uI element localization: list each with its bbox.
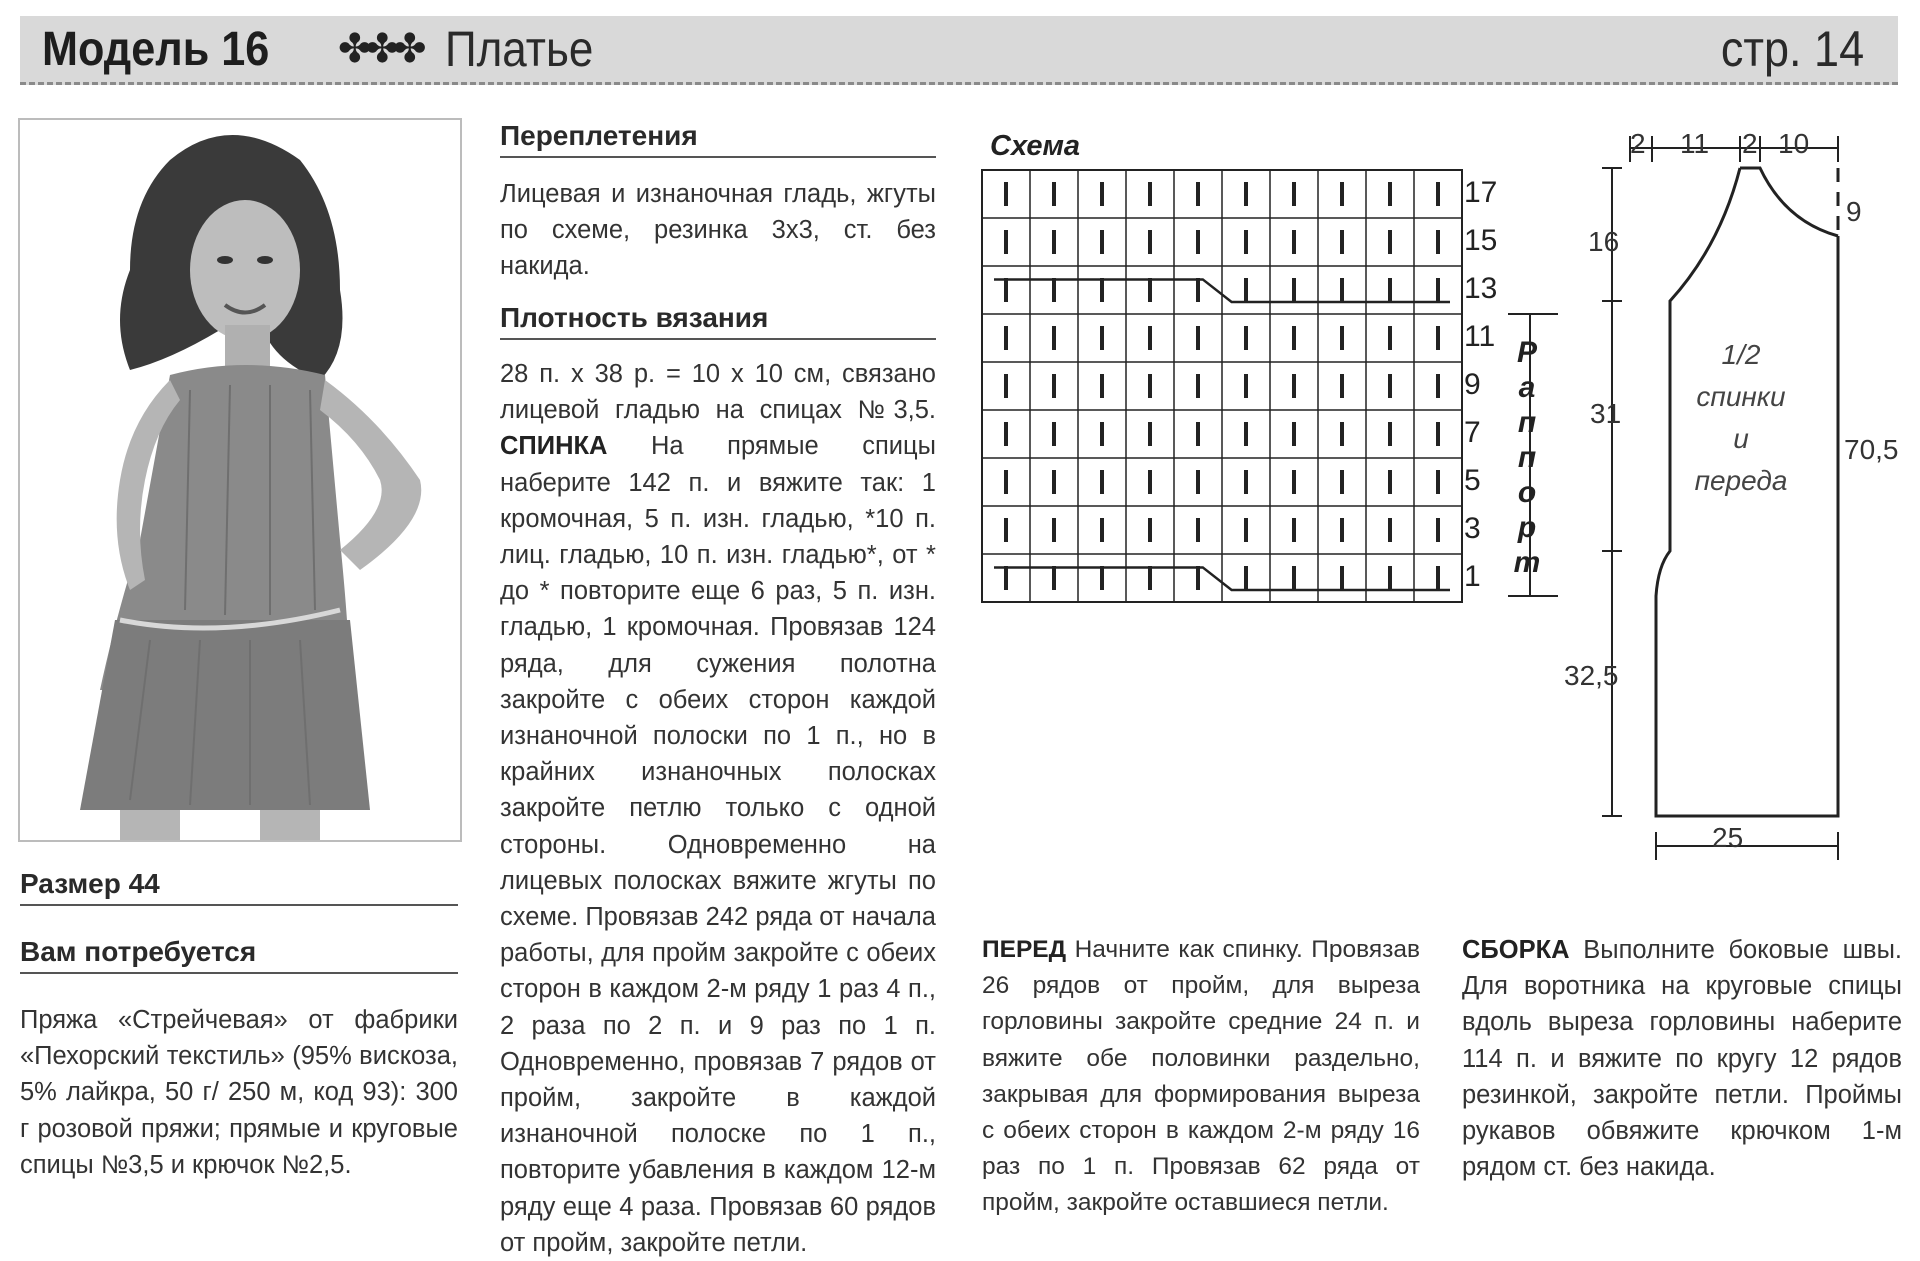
front-text-block <box>982 932 1420 1222</box>
back-label: СПИНКА <box>500 432 608 461</box>
chart-row-number: 7 <box>1464 416 1481 449</box>
stitches-text: Лицевая и изнаночная гладь, жгуты по схеме, резинка 3х3, ст. без накида. <box>500 180 936 281</box>
chart-title: Схема <box>990 130 1081 162</box>
dim-total-length: 70,5 <box>1844 434 1899 465</box>
dim-top-2: 11 <box>1680 128 1710 159</box>
ornament-icon: ✤✤✤ <box>338 27 421 71</box>
model-photo <box>18 118 462 842</box>
dim-shoulder-height: 16 <box>1588 226 1620 257</box>
size-heading: Размер 44 <box>20 868 458 906</box>
gauge-and-back-text <box>500 356 936 1261</box>
dim-top-4: 10 <box>1778 128 1810 159</box>
chart-row-number: 1 <box>1464 560 1481 593</box>
rapport-letter: о <box>1517 476 1537 509</box>
rapport-letter: Р <box>1516 336 1537 369</box>
back-text: На прямые спицы наберите 142 п. и вяжите так: 1 кромочная, 5 п. изн. гладью, *10 п. лиц. гладью, 10 п. изн. гладью*, от * до * повторите еще 6 раз, 5 п. изн. гладью, 1 кромочная. Провязав 124 ряда, для сужения полотна закройте с обеих сторон каждой изнаночной полоски по 1 п., но в крайних изнаночных полосках закройте петлю только с одной стороны. Одновременно на лицевых полосках вяжите жгуты по схеме. Провязав 242 ряда от начала работы, для пройм закройте с обеих сторон в каждом 2-м ряду 1 раз 4 п., 2 раза по 2 п. и 9 раз по 1 п. Одновременно, провязав 7 рядов от пройм, закройте в каждой изнаночной полоске по 1 п., повторите убавления в каждом 12-м ряду еще 4 раза. Провязав 60 рядов от пройм, закройте петли. <box>500 432 936 1257</box>
rapport-letter: п <box>1517 406 1537 439</box>
front-label: ПЕРЕД <box>982 936 1067 963</box>
assembly-label: СБОРКА <box>1462 936 1570 964</box>
assembly-text-block <box>1462 932 1902 1185</box>
rapport-letter: т <box>1513 546 1541 579</box>
dress-photo-illustration <box>20 120 460 840</box>
rapport-letter: р <box>1517 511 1537 544</box>
dim-top-3: 2 <box>1742 128 1758 159</box>
gauge-text: 28 п. х 38 р. = 10 х 10 см, связано лицевой гладью на спицах №3,5. <box>500 360 936 425</box>
dim-top-1: 2 <box>1630 128 1646 159</box>
piece-label: 1/2 спинки и переда <box>1694 339 1788 496</box>
page-header <box>20 16 1898 85</box>
rapport-label <box>1510 335 1544 580</box>
materials-heading: Вам потребуется <box>20 936 458 974</box>
model-number: Модель 16 <box>42 23 270 76</box>
page-number: стр. 14 <box>1720 21 1864 77</box>
chart-row-number: 3 <box>1464 512 1481 545</box>
dim-armhole-height: 31 <box>1590 398 1622 429</box>
assembly-text: Выполните боковые швы. Для воротника на круговые спицы вдоль выреза горловины наберите 114 п. и вяжите по кругу 12 рядов резинкой, закройте петли. Проймы рукавов обвяжите крючком 1-м рядом ст. без накида. <box>1462 936 1902 1182</box>
chart-row-number: 13 <box>1464 272 1498 305</box>
dim-neck-depth: 9 <box>1846 196 1862 227</box>
gauge-heading: Плотность вязания <box>500 302 936 340</box>
rapport-letter: п <box>1517 441 1537 474</box>
front-text: Начните как спинку. Провязав 26 рядов от пройм, для выреза горловины закройте средние 24 п. и вяжите обе половинки раздельно, закрывая для формирования выреза с обеих сторон в каждом 2-м ряду 16 раз по 1 п. Провязав 62 ряда от пройм, закройте оставшиеся петли. <box>982 936 1420 1217</box>
chart-row-number: 9 <box>1464 368 1481 401</box>
chart-row-number: 11 <box>1464 320 1496 353</box>
chart-row-number: 5 <box>1464 464 1481 497</box>
dim-lower-height: 32,5 <box>1564 660 1619 691</box>
stitches-heading: Переплетения <box>500 120 936 158</box>
rapport-letter: а <box>1518 371 1536 404</box>
chart-row-number: 17 <box>1464 176 1498 209</box>
dim-bottom-width: 25 <box>1712 822 1744 853</box>
chart-row-number: 15 <box>1464 224 1498 257</box>
page-title: Платье <box>445 21 594 77</box>
stitch-chart <box>978 168 1468 604</box>
materials-text: Пряжа «Стрейчевая» от фабрики «Пехорский текстиль» (95% вискоза, 5% лайкра, 50 г/ 250 м, код 93): 300 г розовой пряжи; прямые и круговые спицы №3,5 и крючок №2,5. <box>20 1006 458 1179</box>
